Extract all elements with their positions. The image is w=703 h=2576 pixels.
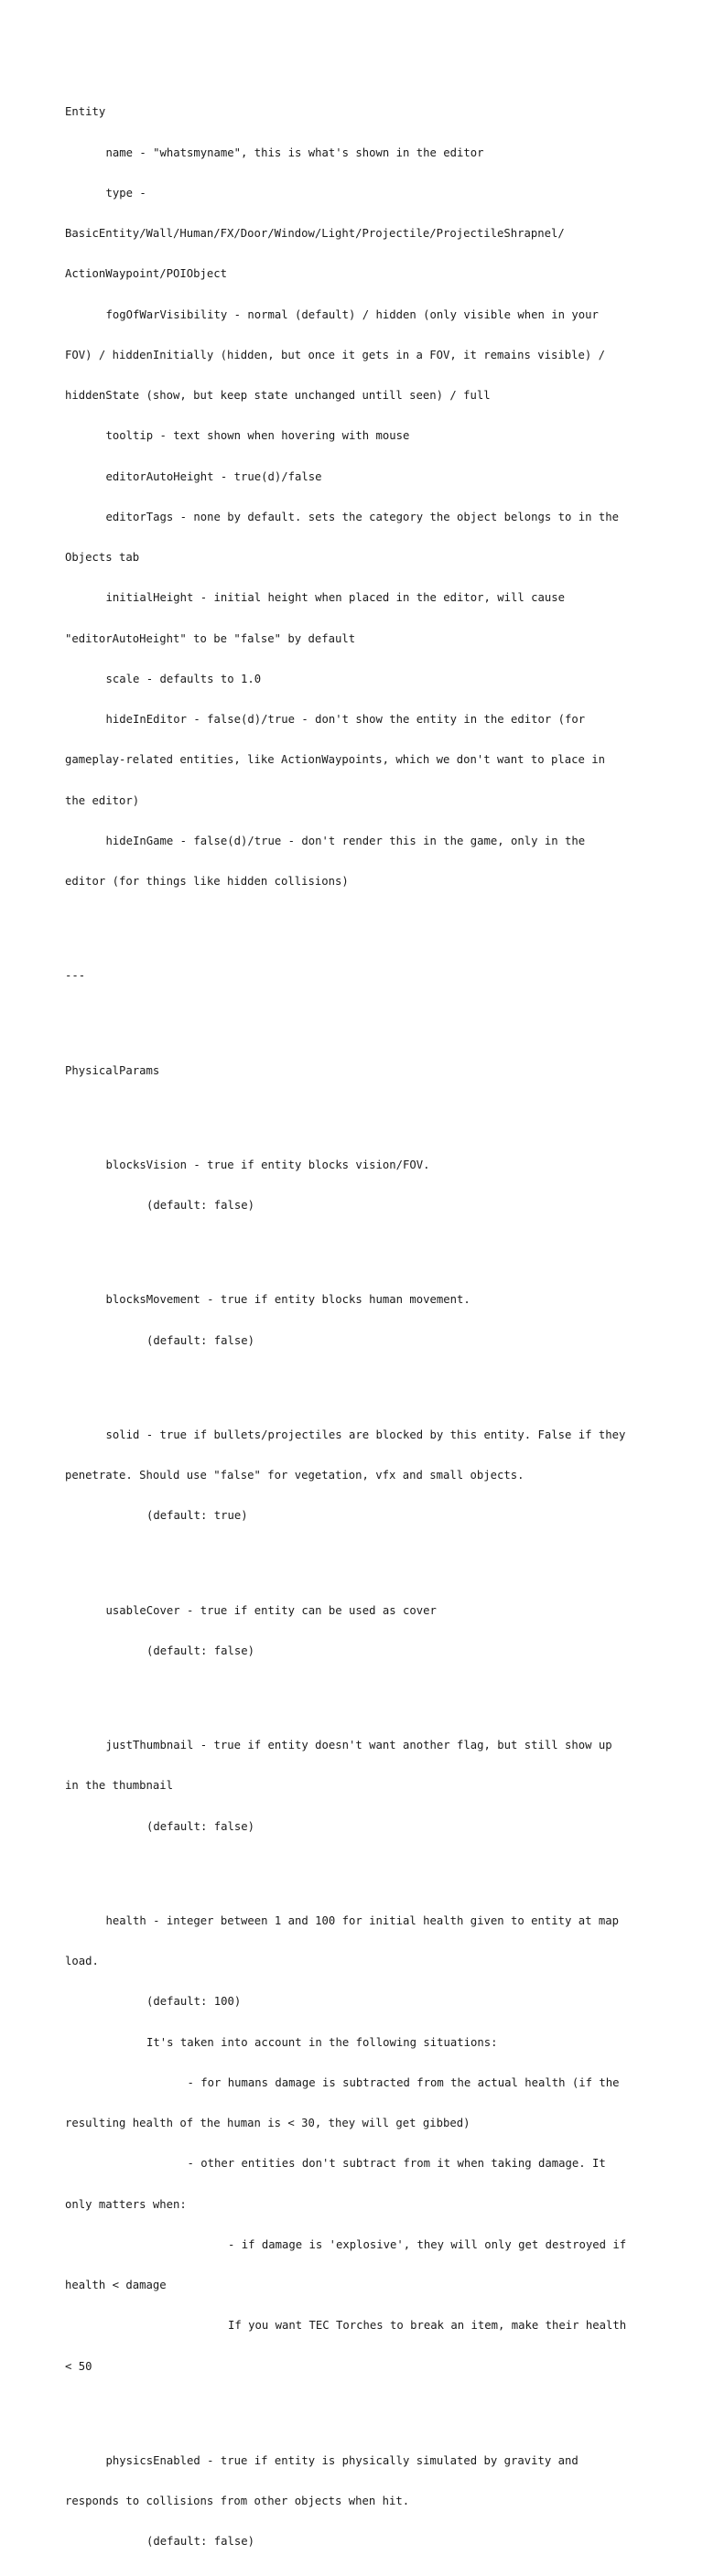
- spacer: [65, 1010, 642, 1024]
- spacer: [65, 1550, 642, 1564]
- spacer: [65, 1685, 642, 1698]
- health-explosive-line: health < damage: [65, 2279, 167, 2291]
- entity-heading: Entity: [65, 105, 106, 119]
- usable-cover-line: usableCover - true if entity can be used as cover: [105, 1603, 437, 1617]
- entity-fog-line: FOV) / hiddenInitially (hidden, but once it gets in a FOV, it remains visible) /: [65, 348, 606, 361]
- section-separator: ---: [65, 969, 86, 983]
- blocks-movement-default: (default: false): [146, 1333, 255, 1347]
- health-tec-line: If you want TEC Torches to break an item, make their health: [228, 2319, 627, 2333]
- health-note: It's taken into account in the following situations:: [146, 2035, 498, 2049]
- physics-enabled-line: physicsEnabled - true if entity is physically simulated by gravity and: [105, 2453, 579, 2467]
- entity-scale-line: scale - defaults to 1.0: [105, 672, 262, 685]
- spacer: [65, 1860, 642, 1874]
- health-humans-line: - for humans damage is subtracted from the actual health (if the: [187, 2075, 620, 2089]
- entity-hide-game-line: hideInGame - false(d)/true - don't render this in the game, only in the: [105, 834, 586, 847]
- usable-cover-default: (default: false): [146, 1644, 255, 1657]
- entity-type-line: type -: [105, 186, 146, 199]
- health-other-line: - other entities don't subtract from it when taking damage. It: [187, 2157, 606, 2171]
- spacer: [65, 1239, 642, 1253]
- physical-params-heading: PhysicalParams: [65, 1063, 160, 1077]
- spacer: [65, 929, 642, 943]
- health-line: health - integer between 1 and 100 for initial health given to entity at map: [105, 1913, 620, 1927]
- entity-type-values-line: ActionWaypoint/POIObject: [65, 267, 228, 281]
- entity-fog-line: hiddenState (show, but keep state unchanged untill seen) / full: [65, 389, 491, 402]
- document-page: [65, 65, 642, 2576]
- physics-enabled-default: (default: false): [146, 2535, 255, 2549]
- entity-tags-line: editorTags - none by default. sets the category the object belongs to in the: [105, 510, 620, 523]
- blocks-vision-default: (default: false): [146, 1199, 255, 1212]
- just-thumbnail-line: in the thumbnail: [65, 1779, 174, 1793]
- just-thumbnail-line: justThumbnail - true if entity doesn't want another flag, but still show up: [105, 1739, 612, 1751]
- entity-auto-height-line: editorAutoHeight - true(d)/false: [105, 469, 322, 483]
- health-default: (default: 100): [146, 1995, 242, 2009]
- entity-hide-editor-line: gameplay-related entities, like ActionWaypoints, which we don't want to place in: [65, 753, 606, 767]
- solid-line: penetrate. Should use "false" for vegetation, vfx and small objects.: [65, 1469, 525, 1482]
- spacer: [65, 2400, 642, 2414]
- entity-hide-editor-line: the editor): [65, 793, 140, 807]
- blocks-movement-line: blocksMovement - true if entity blocks human movement.: [105, 1293, 470, 1307]
- blocks-vision-line: blocksVision - true if entity blocks vision/FOV.: [105, 1158, 430, 1171]
- health-other-line: only matters when:: [65, 2197, 187, 2211]
- entity-tags-line: Objects tab: [65, 551, 140, 564]
- health-explosive-line: - if damage is 'explosive', they will only get destroyed if: [228, 2237, 627, 2251]
- entity-tooltip-line: tooltip - text shown when hovering with mouse: [105, 429, 410, 443]
- health-line: load.: [65, 1955, 99, 1967]
- solid-line: solid - true if bullets/projectiles are blocked by this entity. False if they: [105, 1428, 626, 1441]
- health-humans-line: resulting health of the human is < 30, they will get gibbed): [65, 2117, 470, 2129]
- physics-enabled-line: responds to collisions from other objects when hit.: [65, 2495, 410, 2507]
- entity-hide-editor-line: hideInEditor - false(d)/true - don't show the entity in the editor (for: [105, 713, 586, 726]
- entity-initial-height-line: initialHeight - initial height when placed in the editor, will cause: [105, 591, 566, 605]
- entity-initial-height-line: "editorAutoHeight" to be "false" by default: [65, 631, 356, 645]
- health-tec-line: < 50: [65, 2359, 92, 2373]
- entity-fog-line: fogOfWarVisibility - normal (default) / hidden (only visible when in your: [105, 307, 599, 321]
- spacer: [65, 1105, 642, 1118]
- solid-default: (default: true): [146, 1509, 248, 1523]
- spacer: [65, 1374, 642, 1388]
- entity-hide-game-line: editor (for things like hidden collisions): [65, 875, 349, 888]
- entity-name-line: name - "whatsmyname", this is what's shown in the editor: [105, 146, 484, 159]
- entity-type-values-line: BasicEntity/Wall/Human/FX/Door/Window/Light/Projectile/ProjectileShrapnel/: [65, 227, 565, 240]
- just-thumbnail-default: (default: false): [146, 1819, 255, 1833]
